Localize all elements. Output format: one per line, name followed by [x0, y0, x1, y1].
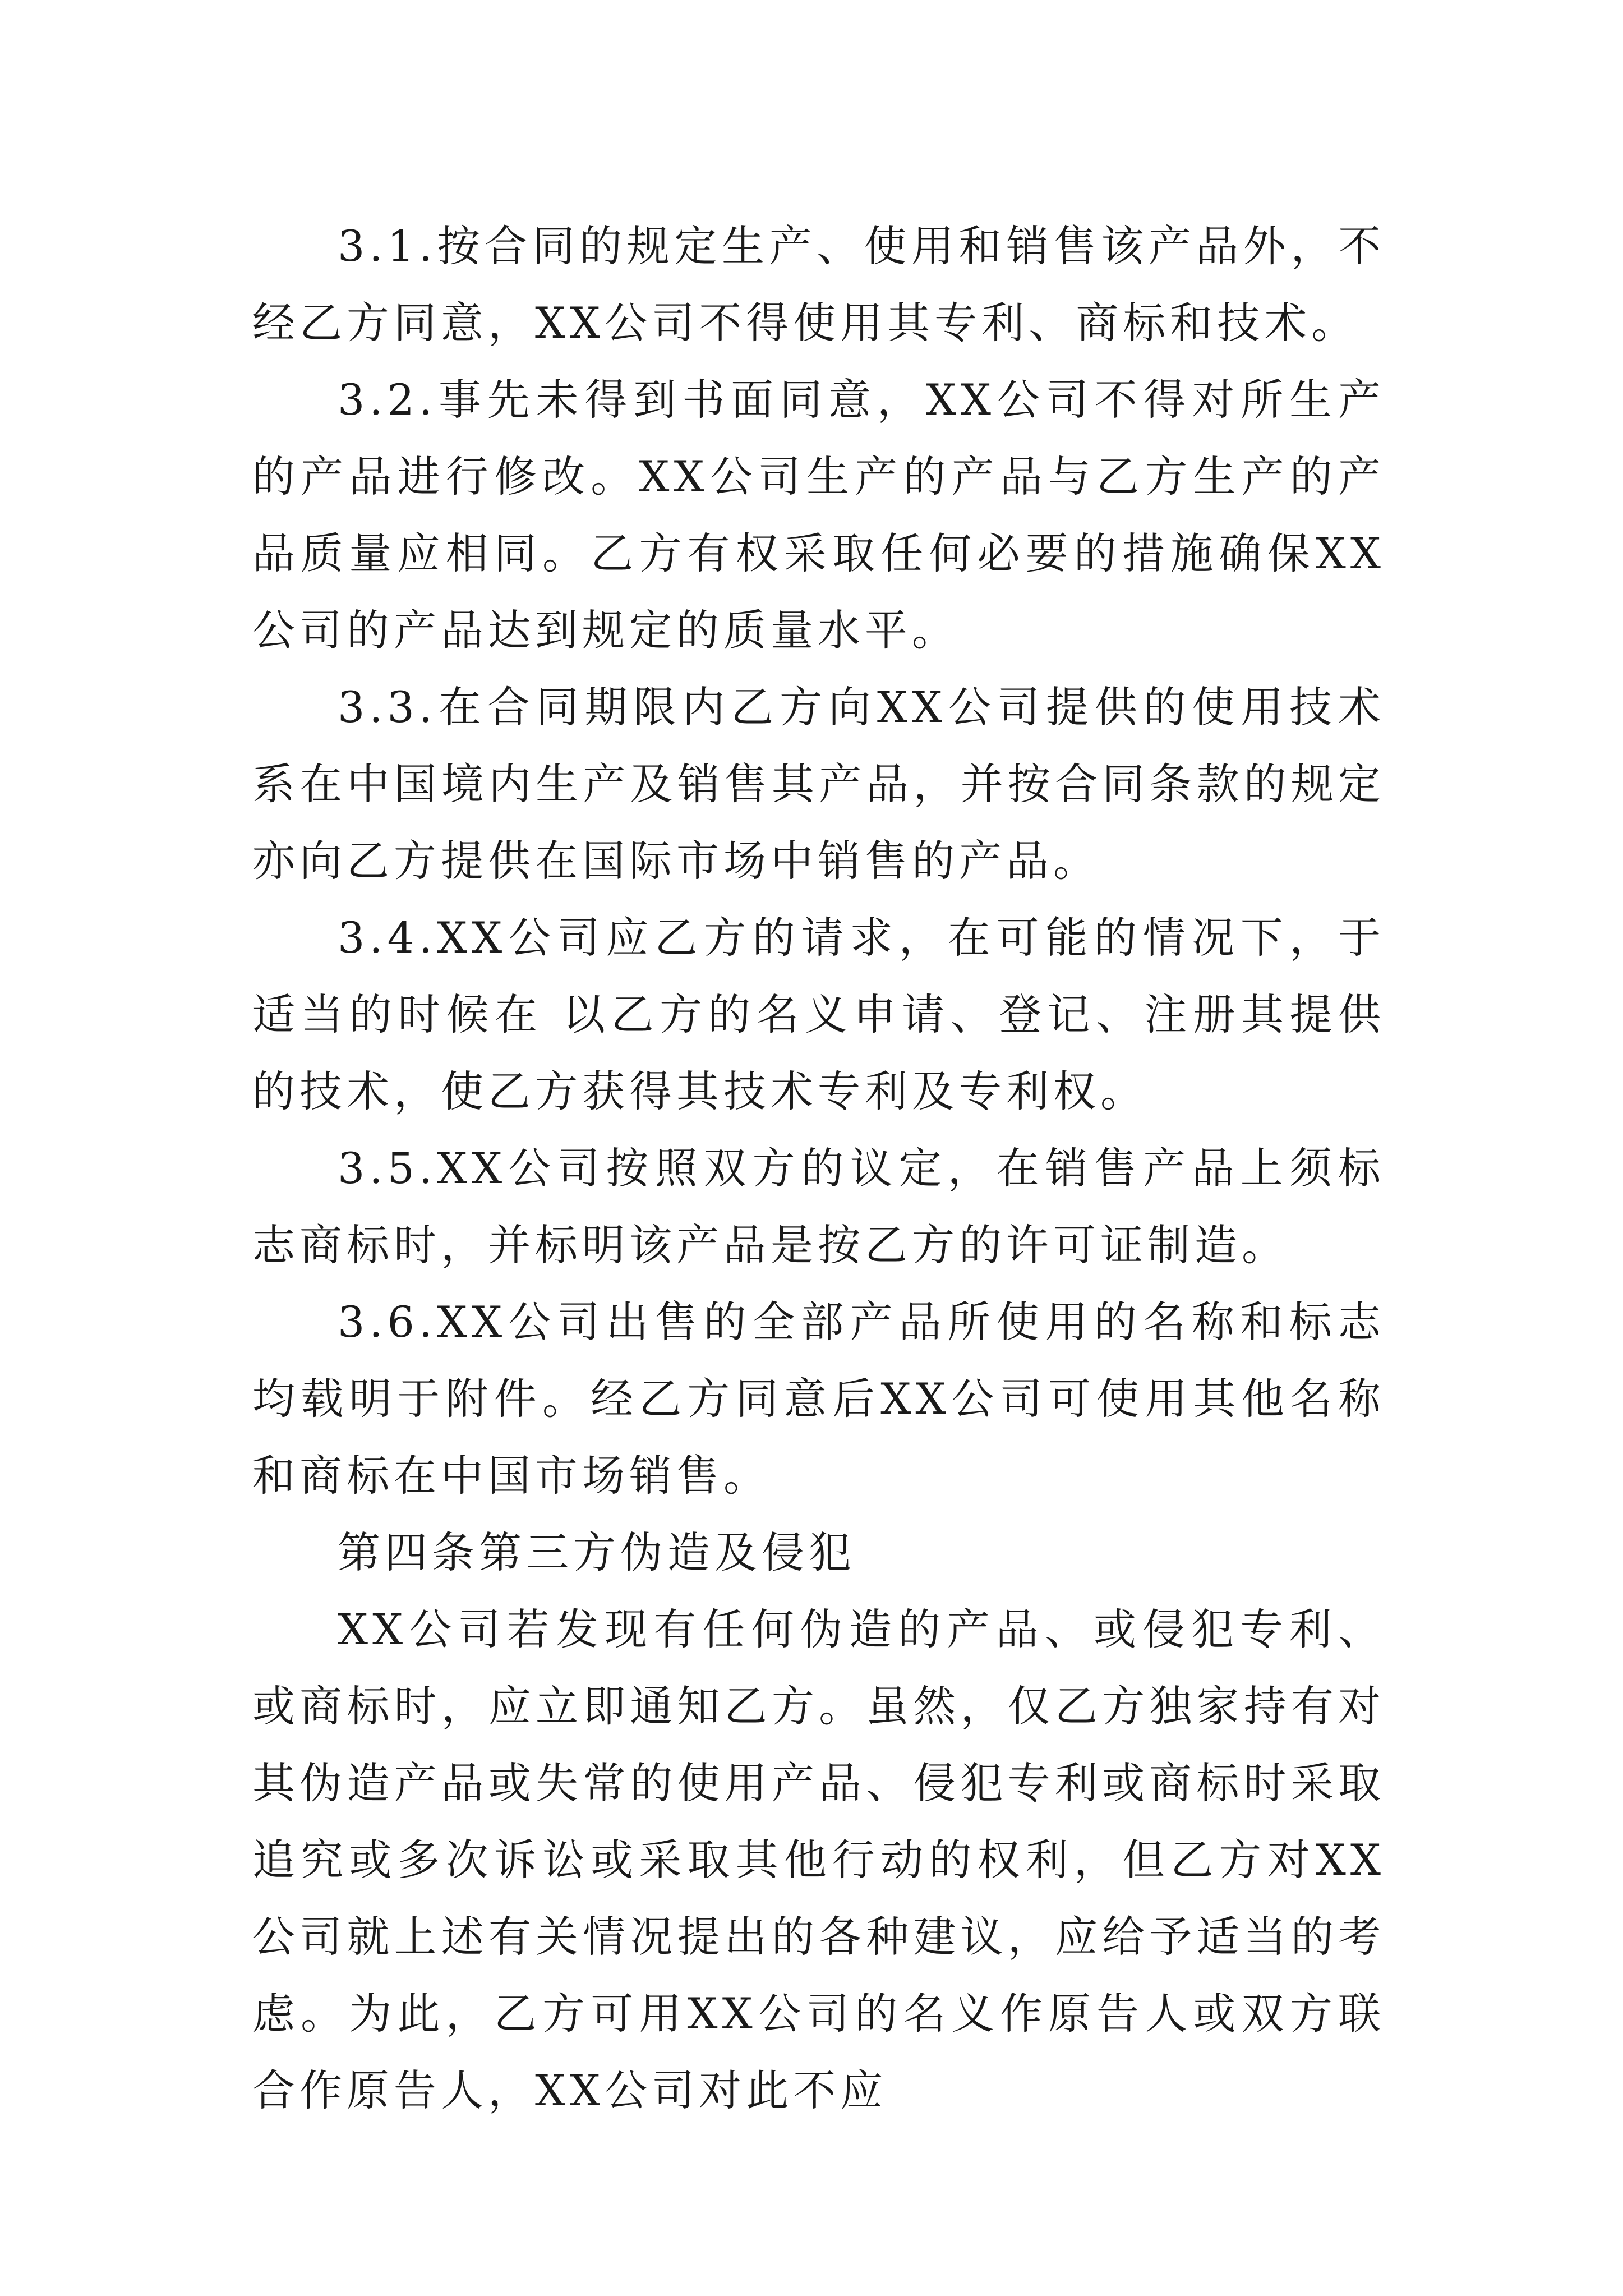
clause-3-1: 3.1.按合同的规定生产、使用和销售该产品外，不经乙方同意，XX公司不得使用其专利、商标和技术。 [252, 221, 1385, 348]
clause-3-3: 3.3.在合同期限内乙方向XX公司提供的使用技术系在中国境内生产及销售其产品，并按合同条款的规定亦向乙方提供在国际市场中销售的产品。 [252, 682, 1385, 886]
article-4-heading: 第四条第三方伪造及侵犯 [338, 1527, 856, 1577]
clause-3-6: 3.6.XX公司出售的全部产品所使用的名称和标志均载明于附件。经乙方同意后XX公司可使用其他名称和商标在中国市场销售。 [252, 1297, 1385, 1501]
clause-3-2: 3.2.事先未得到书面同意，XX公司不得对所生产的产品进行修改。XX公司生产的产品与乙方生产的产品质量应相同。乙方有权采取任何必要的措施确保XX公司的产品达到规定的质量水平。 [252, 375, 1385, 655]
clause-3-4: 3.4.XX公司应乙方的请求，在可能的情况下，于适当的时候在 以乙方的名义申请、登记、注册其提供的技术，使乙方获得其技术专利及专利权。 [252, 913, 1385, 1116]
clause-3-5: 3.5.XX公司按照双方的议定，在销售产品上须标志商标时，并标明该产品是按乙方的许可证制造。 [252, 1143, 1385, 1270]
article-4-body: XX公司若发现有任何伪造的产品、或侵犯专利、或商标时，应立即通知乙方。虽然，仅乙方独家持有对其伪造产品或失常的使用产品、侵犯专利或商标时采取追究或多次诉讼或采取其他行动的权利，但乙方对XX公司就上述有关情况提出的各种建议，应给予适当的考虑。为此，乙方可用XX公司的名义作原告人或双方联合作原告人，XX公司对此不应 [252, 1604, 1385, 2115]
document-body [252, 208, 1385, 2129]
